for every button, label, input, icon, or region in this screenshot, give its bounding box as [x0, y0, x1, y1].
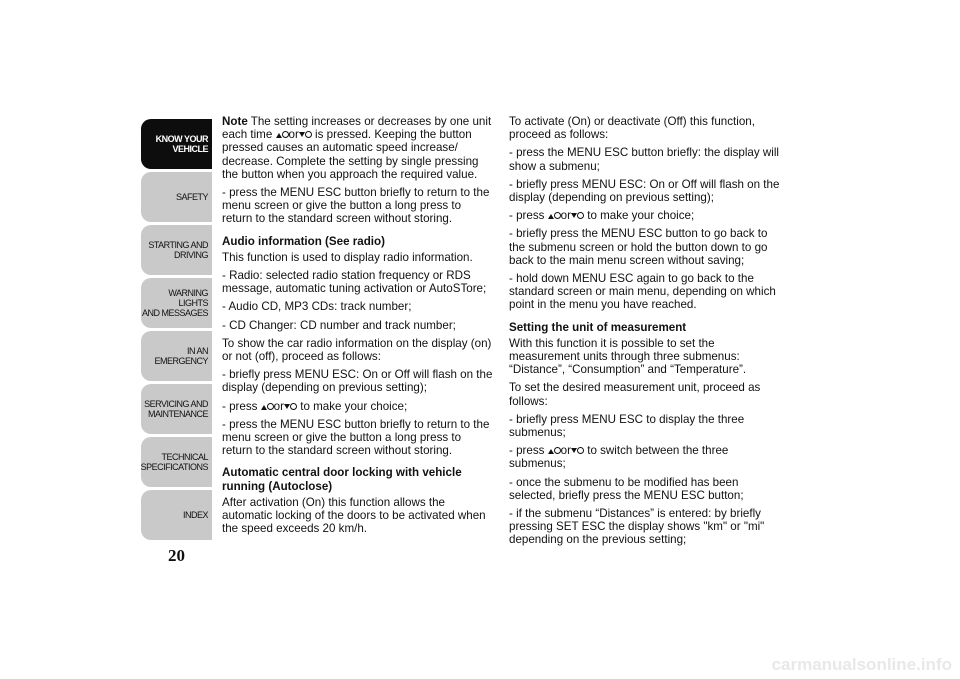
tab-label: STARTING AND DRIVING [148, 240, 208, 260]
down-button-icon [571, 446, 584, 455]
unit-paragraph: - briefly press MENU ESC to display the three submenus; [509, 412, 745, 440]
audio-paragraph: To show the car radio information on the display (on) or not (off), proceed as follows: [222, 336, 492, 364]
page-number: 20 [168, 546, 185, 565]
up-button-icon [548, 446, 561, 455]
tab-starting-and-driving[interactable] [141, 225, 212, 275]
tab-label: TECHNICAL SPECIFICATIONS [140, 452, 208, 472]
tab-label: SAFETY [175, 192, 208, 202]
tab-in-an-emergency[interactable] [141, 331, 212, 381]
unit-paragraph: To set the desired measurement unit, proceed as follows: [509, 381, 761, 408]
audio-paragraph: - briefly press MENU ESC: On or Off will flash on the display (depending on previous setting); [222, 368, 493, 395]
unit-heading: Setting the unit of measurement [509, 320, 687, 334]
unit-paragraph: With this function it is possible to set the measurement units through three submenus: “Distance”, “Consumption” and “Temperature”. [509, 336, 747, 377]
up-button-icon [548, 211, 561, 220]
choice-text: to make your choice; [300, 399, 408, 413]
press-text: - press [509, 444, 545, 458]
unit-switch-paragraph [509, 444, 784, 470]
audio-paragraph: - press the MENU ESC button briefly to return to the menu screen or give the button a long press to return to the standard screen without storing. [222, 417, 490, 458]
section-sidebar [141, 119, 212, 543]
or-text: or [288, 128, 299, 142]
up-button-icon [261, 402, 274, 411]
audio-paragraph: - Audio CD, MP3 CDs: track number; [222, 300, 412, 314]
tab-know-your-vehicle[interactable] [141, 119, 212, 169]
audio-heading: Audio information (See radio) [222, 234, 385, 248]
left-column [222, 115, 494, 540]
or-text: or [560, 444, 571, 458]
note-paragraph [222, 115, 494, 181]
or-text: or [560, 209, 571, 223]
tab-label: INDEX [182, 510, 208, 520]
down-button-icon [571, 211, 584, 220]
tab-technical-specifications[interactable] [141, 437, 212, 487]
down-button-icon [299, 130, 312, 139]
or-text: or [273, 399, 284, 413]
tab-index[interactable] [141, 490, 212, 540]
switch-text: to switch between the three submenus; [509, 444, 729, 471]
tab-safety[interactable] [141, 172, 212, 222]
right-paragraph: To activate (On) or deactivate (Off) this function, proceed as follows: [509, 115, 755, 142]
tab-servicing[interactable] [141, 384, 212, 434]
down-button-icon [284, 402, 297, 411]
right-choice-paragraph [509, 209, 784, 222]
up-button-icon [276, 130, 289, 139]
tab-label: IN AN EMERGENCY [154, 346, 208, 366]
press-text: - press [222, 399, 258, 413]
right-paragraph: - press the MENU ESC button briefly: the display will show a submenu; [509, 146, 779, 173]
audio-paragraph: - Radio: selected radio station frequency or RDS message, automatic tuning activation or AutoSTore; [222, 269, 487, 296]
tab-label: KNOW YOUR VEHICLE [155, 134, 208, 154]
note-text-b: is pressed. Keeping the button pressed causes an automatic speed increase/ decrease. Complete the setting by single pressing the button when you approach the required value. [222, 128, 479, 181]
right-paragraph: - hold down MENU ESC again to go back to the standard screen or main menu, depending on which point in the menu you have reached. [509, 272, 776, 312]
autoclose-heading: Automatic central door locking with vehicle running (Autoclose) [222, 466, 462, 493]
right-column [509, 115, 784, 552]
watermark: carmanualsonline.info [771, 655, 952, 674]
note-return-paragraph: - press the MENU ESC button briefly to return to the menu screen or give the button a long press to return to the standard screen without storing. [222, 186, 490, 226]
audio-paragraph: This function is used to display radio information. [222, 250, 473, 264]
unit-paragraph: - once the submenu to be modified has been selected, briefly press the MENU ESC button; [509, 475, 744, 502]
choice-text: to make your choice; [587, 209, 695, 223]
tab-label: SERVICING AND MAINTENANCE [144, 399, 208, 419]
tab-label: WARNING LIGHTS AND MESSAGES [141, 288, 208, 318]
unit-paragraph: - if the submenu “Distances” is entered: by briefly pressing SET ESC the display shows "km" or "mi" depending on the previous setting; [509, 507, 765, 547]
right-paragraph: - briefly press MENU ESC: On or Off will flash on the display (depending on previous setting); [509, 177, 780, 205]
note-text-a: The setting increases or decreases by one unit each time [222, 115, 492, 142]
note-label: Note [222, 115, 248, 128]
tab-warning-lights[interactable] [141, 278, 212, 328]
right-paragraph: - briefly press the MENU ESC button to go back to the submenu screen or hold the button down to go back to the main menu screen without saving; [509, 227, 768, 267]
audio-choice-paragraph [222, 400, 494, 413]
autoclose-paragraph: After activation (On) this function allows the automatic locking of the doors to be activated when the speed exceeds 20 km/h. [222, 495, 486, 536]
press-text: - press [509, 209, 545, 223]
audio-paragraph: - CD Changer: CD number and track number; [222, 318, 456, 332]
